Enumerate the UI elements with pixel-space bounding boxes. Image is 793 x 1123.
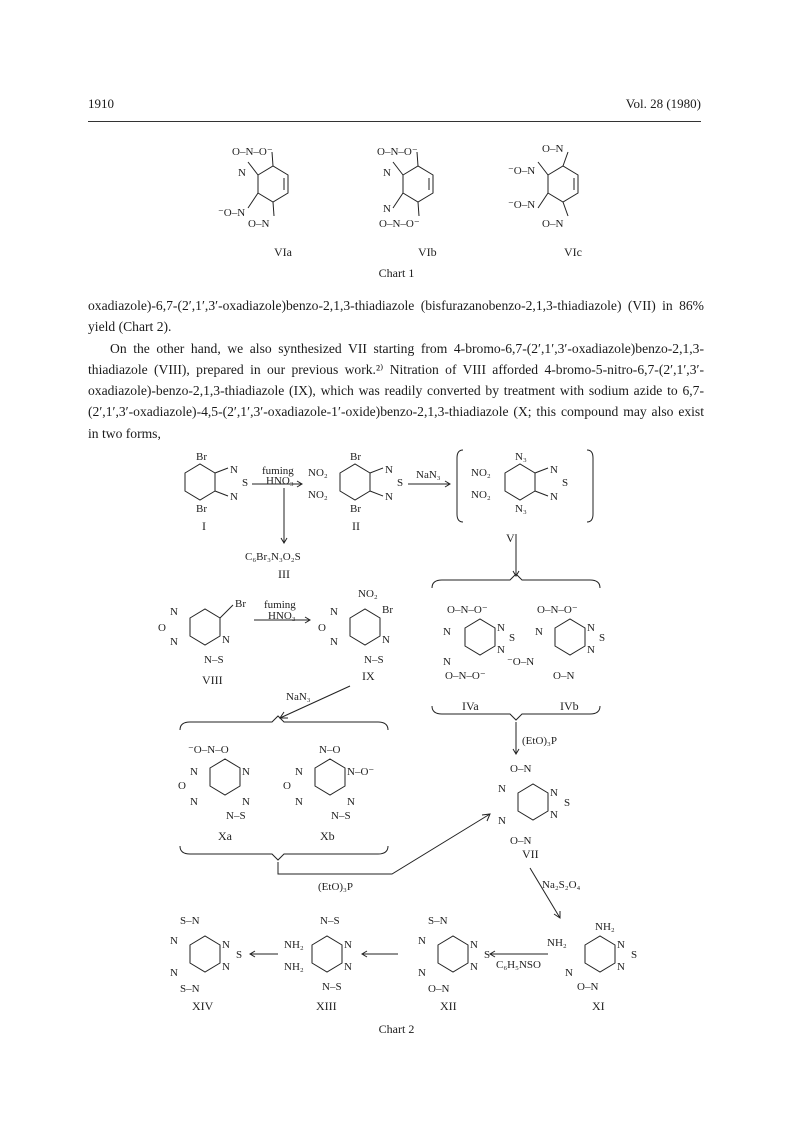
- reagent-fuming-2: fuming: [264, 599, 296, 611]
- label-XI: XI: [592, 999, 605, 1013]
- svg-text:N: N: [230, 491, 238, 503]
- svg-text:N: N: [383, 167, 391, 179]
- svg-text:N: N: [170, 636, 178, 648]
- svg-text:Br: Br: [350, 451, 361, 463]
- reagent-nan3-1: NaN₃: [416, 469, 441, 481]
- arrow-X-VII: [278, 814, 490, 874]
- label-VII: VII: [522, 847, 539, 861]
- label-II: II: [352, 519, 360, 533]
- svg-text:N: N: [385, 491, 393, 503]
- reagent-na2s2o4: Na₂S₂O₄: [542, 879, 581, 891]
- chart-1-svg: [88, 130, 701, 260]
- svg-text:NO₂: NO₂: [471, 489, 491, 501]
- svg-text:⁻O–N: ⁻O–N: [218, 207, 246, 219]
- svg-text:N: N: [344, 939, 352, 951]
- svg-text:Br: Br: [382, 604, 393, 616]
- svg-text:S: S: [564, 797, 571, 809]
- svg-text:S: S: [562, 477, 569, 489]
- svg-text:S: S: [599, 632, 606, 644]
- svg-text:O–N: O–N: [428, 983, 450, 995]
- svg-text:O–N: O–N: [510, 763, 532, 775]
- svg-text:O–N–O⁻: O–N–O⁻: [447, 604, 488, 616]
- svg-text:N: N: [222, 634, 230, 646]
- reagent-nan3-2: NaN₃: [286, 691, 311, 703]
- svg-text:NO₂: NO₂: [308, 467, 328, 479]
- svg-text:O: O: [318, 622, 326, 634]
- structure-XI: [547, 921, 637, 993]
- paragraph-1: oxadiazole)-6,7-(2′,1′,3′-oxadiazole)benzo-2,1,3-thiadiazole (bisfurazanobenzo-2,1,3-thiadiazole) (VII) in 86% yield (Chart 2).: [88, 298, 704, 335]
- svg-text:Br: Br: [235, 598, 246, 610]
- svg-text:N: N: [497, 622, 505, 634]
- svg-text:O–N–O⁻: O–N–O⁻: [537, 604, 578, 616]
- svg-text:N₃: N₃: [515, 503, 527, 515]
- svg-text:N: N: [347, 796, 355, 808]
- svg-text:N: N: [344, 961, 352, 973]
- svg-text:O: O: [158, 622, 166, 634]
- page-header: [88, 96, 701, 116]
- svg-text:⁻O–N: ⁻O–N: [507, 656, 535, 668]
- svg-text:O–N–O⁻: O–N–O⁻: [379, 218, 420, 230]
- svg-text:N: N: [295, 796, 303, 808]
- svg-text:N: N: [242, 796, 250, 808]
- svg-text:S: S: [236, 949, 243, 961]
- svg-text:S: S: [397, 477, 404, 489]
- svg-text:O–N: O–N: [553, 670, 575, 682]
- label-IVb: IVb: [560, 699, 579, 713]
- paragraph-2: On the other hand, we also synthesized VII starting from 4-bromo-6,7-(2′,1′,3′-oxadiazole)benzo-2,1,3-thiadiazole (VIII), prepared in our previous work.²⁾ Nitration of VIII afforded 4-bromo-5-nitro-6,7-(2′,1′,3′-oxadiazole)-benzo-2,1,3-thiadiazole (IX), which was readily converted by treatment with sodium azide to 6,7-(2′,1′,3′-oxadiazole)-4,5-(2′,1′,3′-oxadiazole-1′-oxide)benzo-2,1,3-thiadiazole (X; this compound may also exist in two forms,: [88, 340, 704, 441]
- structure-Xb: [283, 744, 374, 822]
- svg-text:N: N: [383, 203, 391, 215]
- label-IVa: IVa: [462, 699, 479, 713]
- svg-text:N: N: [550, 464, 558, 476]
- svg-text:S–N: S–N: [428, 915, 448, 927]
- reagent-fuming-1: fuming: [262, 465, 294, 477]
- svg-text:S: S: [242, 477, 249, 489]
- reagent-hno3-2: HNO₃: [268, 610, 296, 622]
- svg-text:N–S: N–S: [331, 810, 351, 822]
- svg-text:N: N: [330, 606, 338, 618]
- svg-text:N: N: [385, 464, 393, 476]
- svg-text:N: N: [550, 491, 558, 503]
- chart-1-structures: [88, 130, 701, 280]
- svg-text:NH₂: NH₂: [547, 937, 567, 949]
- brace-X-bottom: [180, 846, 388, 860]
- svg-text:N: N: [418, 967, 426, 979]
- structure-VIc: [508, 143, 578, 230]
- svg-text:N: N: [617, 961, 625, 973]
- svg-text:N: N: [550, 787, 558, 799]
- svg-text:N: N: [587, 644, 595, 656]
- reagent-eto3p-2: (EtO)₃P: [318, 881, 353, 893]
- svg-text:N: N: [565, 967, 573, 979]
- svg-text:N: N: [470, 939, 478, 951]
- label-I: I: [202, 519, 206, 533]
- svg-text:S–N: S–N: [180, 915, 200, 927]
- chart-2-caption: Chart 2: [378, 1022, 415, 1036]
- svg-text:S–N: S–N: [180, 983, 200, 995]
- svg-text:NH₂: NH₂: [595, 921, 615, 933]
- svg-text:N–O: N–O: [319, 744, 341, 756]
- svg-text:N: N: [170, 967, 178, 979]
- svg-text:N: N: [295, 766, 303, 778]
- svg-text:N: N: [170, 606, 178, 618]
- svg-text:O–N–O⁻: O–N–O⁻: [377, 146, 418, 158]
- svg-text:N: N: [190, 766, 198, 778]
- svg-text:N–S: N–S: [204, 654, 224, 666]
- svg-text:N–S: N–S: [364, 654, 384, 666]
- svg-text:N: N: [535, 626, 543, 638]
- label-Xa: Xa: [218, 829, 232, 843]
- svg-text:O–N–O⁻: O–N–O⁻: [445, 670, 486, 682]
- svg-text:⁻O–N–O: ⁻O–N–O: [188, 744, 229, 756]
- chart-2-svg: [150, 448, 650, 1023]
- label-III: III: [278, 567, 290, 581]
- header-rule: [88, 121, 701, 122]
- svg-text:N: N: [230, 464, 238, 476]
- structure-XIII: [284, 915, 352, 993]
- svg-text:N–S: N–S: [320, 915, 340, 927]
- svg-text:N: N: [498, 815, 506, 827]
- label-XIV: XIV: [192, 999, 214, 1013]
- structure-VIb: [377, 146, 433, 230]
- label-VIb: VIb: [418, 245, 437, 259]
- svg-text:O–N: O–N: [542, 218, 564, 230]
- label-Xb: Xb: [320, 829, 335, 843]
- svg-text:N: N: [190, 796, 198, 808]
- structure-XII: [418, 915, 490, 995]
- svg-text:N–S: N–S: [322, 981, 342, 993]
- label-XIII: XIII: [316, 999, 337, 1013]
- svg-text:N: N: [170, 935, 178, 947]
- svg-text:Br: Br: [196, 451, 207, 463]
- structure-IX: [318, 588, 393, 666]
- svg-text:S: S: [631, 949, 638, 961]
- label-XII: XII: [440, 999, 457, 1013]
- svg-text:S: S: [509, 632, 516, 644]
- svg-text:Br: Br: [196, 503, 207, 515]
- structure-V: [457, 450, 593, 522]
- structure-VIa: [218, 146, 288, 230]
- svg-text:O–N: O–N: [510, 835, 532, 847]
- reagent-c6h5nso: C₆H₅NSO: [496, 959, 541, 971]
- label-V: V: [506, 531, 515, 545]
- svg-text:N: N: [222, 939, 230, 951]
- svg-text:N: N: [382, 634, 390, 646]
- structure-IVb: [507, 604, 605, 682]
- label-IX: IX: [362, 669, 375, 683]
- svg-text:N: N: [443, 626, 451, 638]
- svg-text:N–S: N–S: [226, 810, 246, 822]
- structure-I: [185, 451, 248, 515]
- structure-IVa: [443, 604, 515, 682]
- body-text: [88, 295, 704, 444]
- svg-text:N: N: [497, 644, 505, 656]
- svg-text:NO₂: NO₂: [308, 489, 328, 501]
- formula-III: C₆Br₃N₃O₂S: [245, 551, 301, 563]
- svg-text:O–N: O–N: [248, 218, 270, 230]
- structure-Xa: [178, 744, 250, 822]
- svg-text:NH₂: NH₂: [284, 961, 304, 973]
- structure-XIV: [170, 915, 242, 995]
- svg-text:⁻O–N: ⁻O–N: [508, 165, 536, 177]
- svg-text:N: N: [330, 636, 338, 648]
- svg-text:S: S: [484, 949, 491, 961]
- svg-text:N: N: [418, 935, 426, 947]
- structure-VIII: [158, 598, 246, 666]
- label-VIc: VIc: [564, 245, 582, 259]
- chart-2-scheme: [150, 448, 650, 1023]
- page-number: 1910: [88, 96, 114, 111]
- reagent-hno3-1: HNO₃: [266, 475, 294, 487]
- structure-II: [308, 451, 403, 515]
- svg-text:O: O: [178, 780, 186, 792]
- svg-text:N: N: [498, 783, 506, 795]
- reagent-eto3p-1: (EtO)₃P: [522, 735, 557, 747]
- svg-text:N: N: [222, 961, 230, 973]
- svg-text:N–O⁻: N–O⁻: [347, 766, 375, 778]
- structure-VII: [498, 763, 570, 847]
- svg-text:O–N–O⁻: O–N–O⁻: [232, 146, 273, 158]
- svg-text:N: N: [550, 809, 558, 821]
- svg-text:N: N: [587, 622, 595, 634]
- arrow-VII-XI: [530, 868, 560, 918]
- svg-text:N: N: [470, 961, 478, 973]
- label-VIII: VIII: [202, 673, 223, 687]
- svg-text:N: N: [443, 656, 451, 668]
- journal-volume: Vol. 28 (1980): [625, 96, 701, 111]
- label-VIa: VIa: [274, 245, 292, 259]
- svg-text:NO₂: NO₂: [358, 588, 378, 600]
- svg-text:Br: Br: [350, 503, 361, 515]
- chart-1-caption: Chart 1: [378, 266, 415, 280]
- svg-text:⁻O–N: ⁻O–N: [508, 199, 536, 211]
- svg-text:O–N: O–N: [577, 981, 599, 993]
- svg-text:O–N: O–N: [542, 143, 564, 155]
- svg-text:N: N: [617, 939, 625, 951]
- svg-text:N: N: [238, 167, 246, 179]
- svg-text:N₃: N₃: [515, 451, 527, 463]
- svg-text:NH₂: NH₂: [284, 939, 304, 951]
- svg-text:N: N: [242, 766, 250, 778]
- svg-text:O: O: [283, 780, 291, 792]
- svg-text:NO₂: NO₂: [471, 467, 491, 479]
